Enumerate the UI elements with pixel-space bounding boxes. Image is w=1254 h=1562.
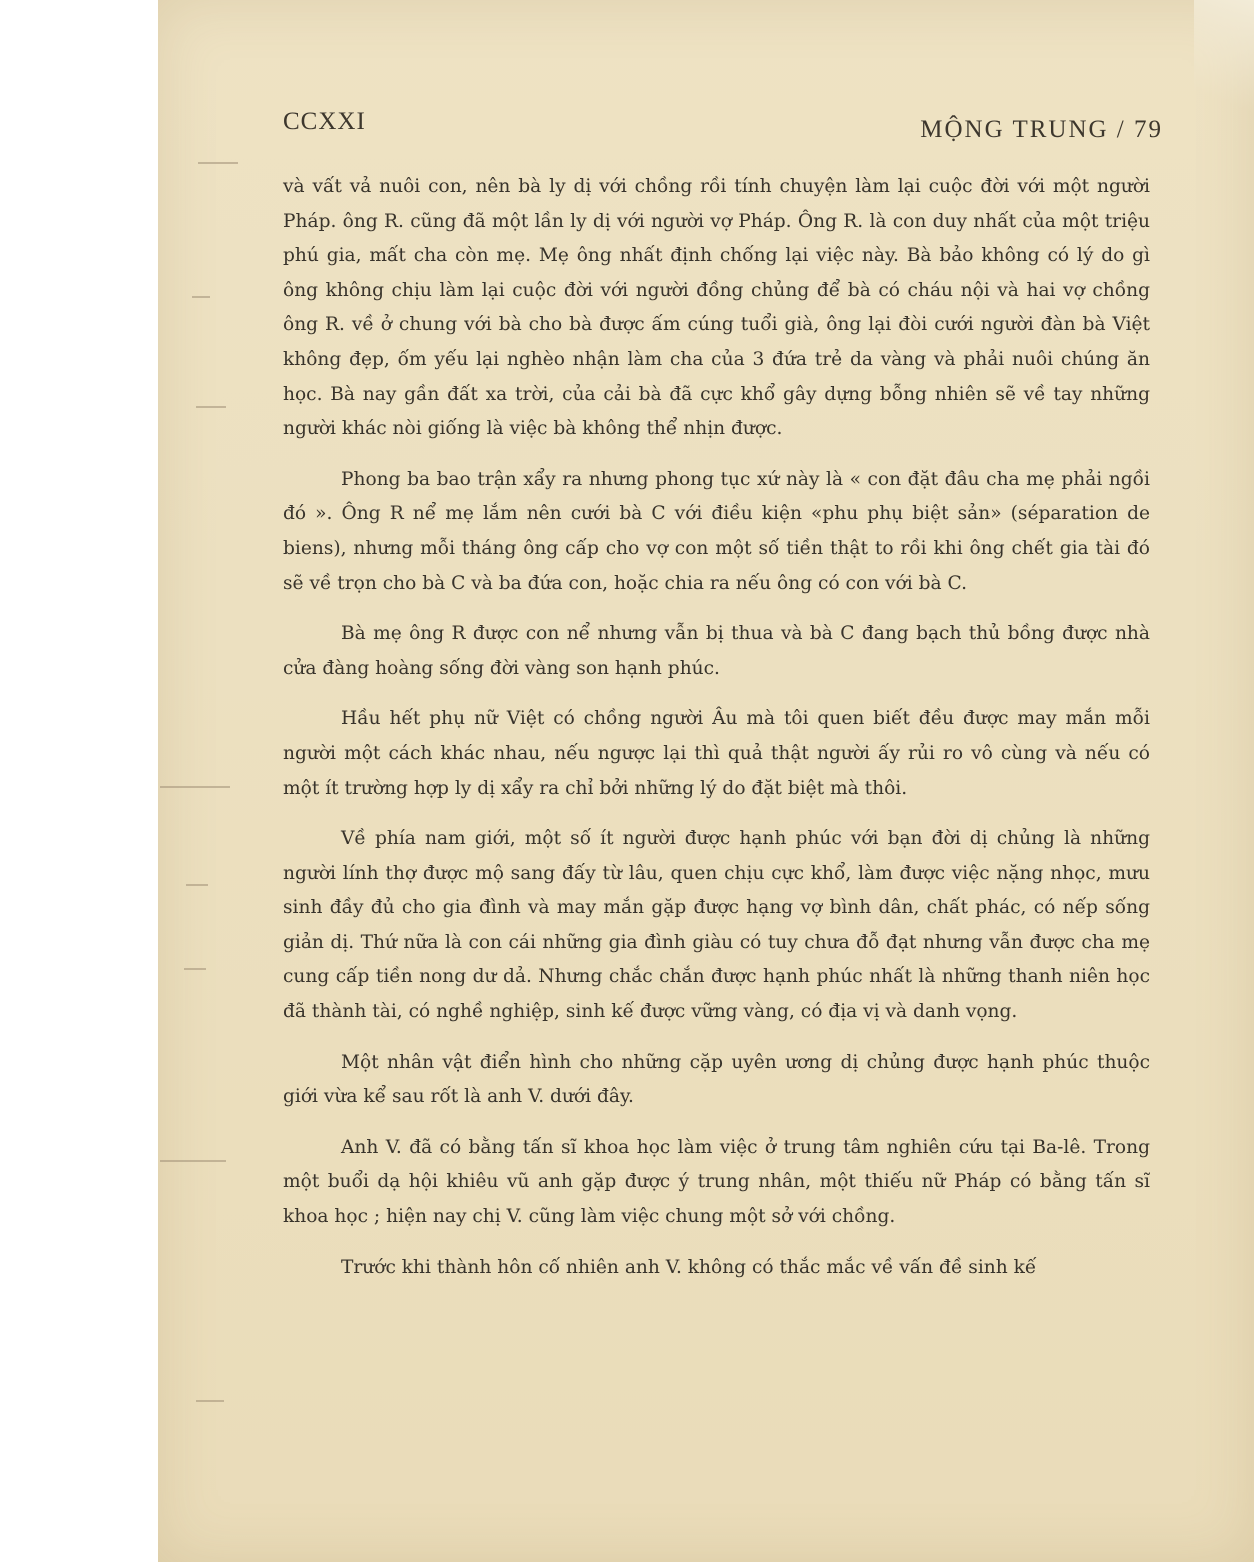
running-head — [283, 108, 1163, 148]
binding-hole-mark — [160, 786, 230, 788]
book-title-and-page-number: MỘNG TRUNG / 79 — [920, 116, 1163, 143]
binding-hole-mark — [160, 1160, 226, 1162]
binding-hole-mark — [198, 162, 238, 164]
binding-hole-mark — [196, 406, 226, 408]
chapter-number: CCXXI — [283, 108, 366, 135]
binding-hole-mark — [186, 884, 208, 886]
paragraph: và vất vả nuôi con, nên bà ly dị với chồng rồi tính chuyện làm lại cuộc đời với một người Pháp. ông R. cũng đã một lần ly dị với người vợ Pháp. Ông R. là con duy nhất của một triệu phú gia, mất cha còn mẹ. Mẹ ông nhất định chống lại việc này. Bà bảo không có lý do gì ông không chịu làm lại cuộc đời với người đồng chủng để bà có cháu nội và hai vợ chồng ông R. về ở chung với bà cho bà được ấm cúng tuổi già, ông lại đòi cưới người đàn bà Việt không đẹp, ốm yếu lại nghèo nhận làm cha của 3 đứa trẻ da vàng và phải nuôi chúng ăn học. Bà nay gần đất xa trời, của cải bà đã cực khổ gây dựng bỗng nhiên sẽ về tay những người khác nòi giống là việc bà không thể nhịn được. — [283, 176, 1150, 440]
binding-hole-mark — [192, 296, 210, 298]
paragraph: Trước khi thành hôn cố nhiên anh V. không có thắc mắc về vấn đề sinh kế — [341, 1256, 1037, 1278]
paragraph: Về phía nam giới, một số ít người được hạnh phúc với bạn đời dị chủng là những người lính thợ được mộ sang đấy từ lâu, quen chịu cực khổ, làm được việc nặng nhọc, mưu sinh đầy đủ cho gia đình và may mắn gặp được hạng vợ bình dân, chất phác, có nếp sống giản dị. Thứ nữa là con cái những gia đình giàu có tuy chưa đỗ đạt nhưng vẫn được cha mẹ cung cấp tiền nong dư dả. Nhưng chắc chắn được hạnh phúc nhất là những thanh niên học đã thành tài, có nghề nghiệp, sinh kế được vững vàng, có địa vị và danh vọng. — [283, 828, 1150, 1023]
paragraph: Anh V. đã có bằng tấn sĩ khoa học làm việc ở trung tâm nghiên cứu tại Ba-lê. Trong một buổi dạ hội khiêu vũ anh gặp được ý trung nhân, một thiếu nữ Pháp có bằng tấn sĩ khoa học ; hiện nay chị V. cũng làm việc chung một sở với chồng. — [283, 1136, 1150, 1228]
worn-page-corner — [1194, 0, 1254, 140]
paragraph: Hầu hết phụ nữ Việt có chồng người Âu mà tôi quen biết đều được may mắn mỗi người một cách khác nhau, nếu ngược lại thì quả thật người ấy rủi ro vô cùng và nếu có một ít trường hợp ly dị xẩy ra chỉ bởi những lý do đặt biệt mà thôi. — [283, 708, 1150, 799]
paragraph: Phong ba bao trận xẩy ra nhưng phong tục xứ này là « con đặt đâu cha mẹ phải ngồi đó ». Ông R nể mẹ lắm nên cưới bà C với điều kiện «phu phụ biệt sản» (séparation de biens), nhưng mỗi tháng ông cấp cho vợ con một số tiền thật to rồi khi ông chết gia tài đó sẽ về trọn cho bà C và ba đứa con, hoặc chia ra nếu ông có con với bà C. — [283, 468, 1150, 594]
binding-hole-mark — [184, 968, 206, 970]
binding-hole-mark — [196, 1400, 224, 1402]
page-body — [283, 170, 1150, 1301]
paragraph: Bà mẹ ông R được con nể nhưng vẫn bị thua và bà C đang bạch thủ bồng được nhà cửa đàng hoàng sống đời vàng son hạnh phúc. — [283, 623, 1150, 679]
scan-margin — [0, 0, 160, 1562]
paragraph: Một nhân vật điển hình cho những cặp uyên ương dị chủng được hạnh phúc thuộc giới vừa kể sau rốt là anh V. dưới đây. — [283, 1051, 1150, 1108]
